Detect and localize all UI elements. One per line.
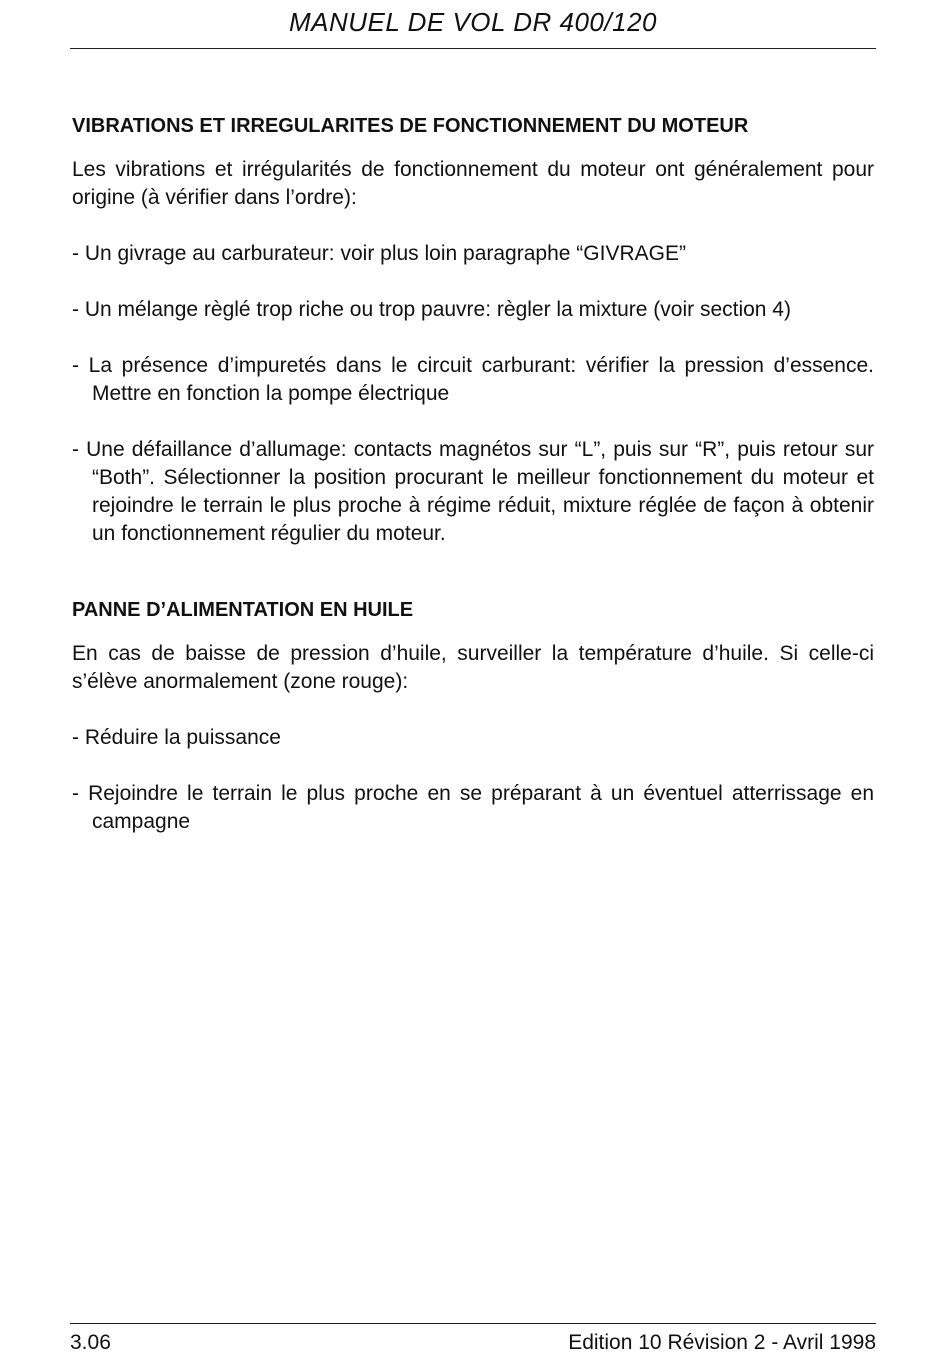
- page-header-title: MANUEL DE VOL DR 400/120: [289, 7, 657, 37]
- edition-info: Edition 10 Révision 2 - Avril 1998: [568, 1331, 876, 1354]
- section-title: VIBRATIONS ET IRREGULARITES DE FONCTIONNEMENT DU MOTEUR: [72, 115, 749, 137]
- list-item: - Réduire la puissance: [72, 726, 281, 749]
- section-intro: En cas de baisse de pression d’huile, surveiller la température d’huile. Si celle-ci s’élève anormalement (zone rouge):: [72, 642, 874, 693]
- page-footer: [70, 1329, 876, 1359]
- header-divider: [70, 48, 876, 49]
- page-content: [72, 112, 874, 836]
- footer-divider: [70, 1323, 876, 1324]
- section-intro: Les vibrations et irrégularités de fonctionnement du moteur ont généralement pour origine (à vérifier dans l’ordre):: [72, 158, 874, 209]
- page-number: 3.06: [70, 1331, 111, 1354]
- list-item: - Un givrage au carburateur: voir plus loin paragraphe “GIVRAGE”: [72, 242, 686, 265]
- section-oil-failure: [72, 596, 874, 836]
- list-item: - Rejoindre le terrain le plus proche en se préparant à un éventuel atterrissage en campagne: [72, 782, 874, 833]
- list-item: - Un mélange règlé trop riche ou trop pauvre: règler la mixture (voir section 4): [72, 298, 791, 321]
- section-vibrations: [72, 112, 874, 548]
- list-item: - La présence d’impuretés dans le circuit carburant: vérifier la pression d’essence. Mettre en fonction la pompe électrique: [72, 354, 874, 405]
- list-item: - Une défaillance d’allumage: contacts magnétos sur “L”, puis sur “R”, puis retour sur “Both”. Sélectionner la position procurant le meilleur fonctionnement du moteur et rejoindre le terrain le plus proche à régime réduit, mixture réglée de façon à obtenir un fonctionnement régulier du moteur.: [72, 438, 874, 545]
- section-title: PANNE D’ALIMENTATION EN HUILE: [72, 599, 414, 621]
